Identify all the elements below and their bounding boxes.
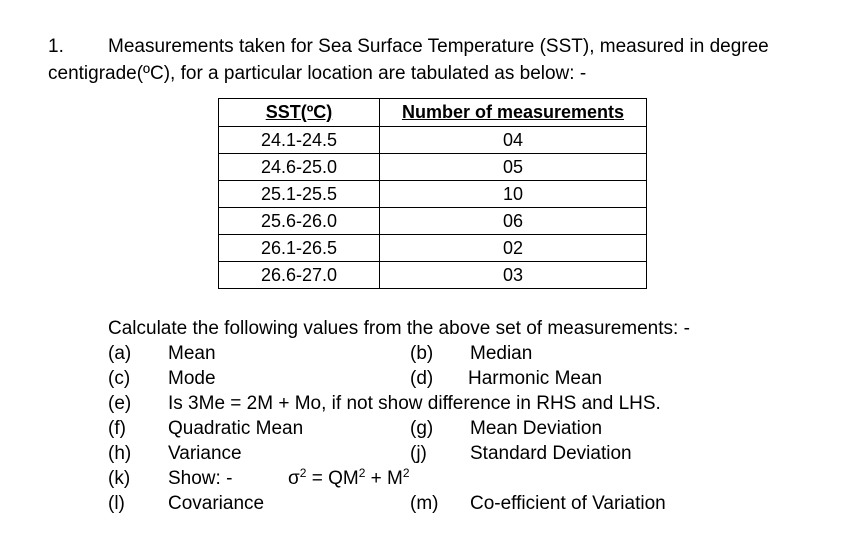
table-row (219, 262, 647, 289)
item-text-covariance: Covariance (168, 493, 265, 514)
measurement-count-cell: 05 (380, 154, 647, 181)
formula-superscript: 2 (402, 466, 410, 480)
instructions-text: Calculate the following values from the above set of measurements: - (108, 318, 690, 339)
formula-superscript: 2 (299, 466, 307, 480)
sst-range-cell: 25.6-26.0 (219, 208, 380, 235)
item-label-l: (l) (108, 493, 125, 514)
item-label-f: (f) (108, 418, 126, 439)
item-text-quadratic-mean: Quadratic Mean (168, 418, 304, 439)
item-label-b: (b) (410, 343, 434, 364)
item-text-mean-deviation: Mean Deviation (470, 418, 603, 439)
table-header-row (219, 99, 647, 127)
item-text-variance: Variance (168, 443, 242, 464)
item-label-m: (m) (410, 493, 439, 514)
header-number-of-measurements: Number of measurements (380, 99, 647, 127)
item-label-k: (k) (108, 468, 131, 489)
question-text-line1: Measurements taken for Sea Surface Temperature (SST), measured in degree (108, 36, 769, 57)
item-text-relation-check: Is 3Me = 2M + Mo, if not show difference in RHS and LHS. (168, 393, 661, 414)
question-text-line2: centigrade(ºC), for a particular location are tabulated as below: - (48, 63, 587, 84)
sst-table (218, 98, 647, 289)
item-text-mean: Mean (168, 343, 216, 364)
item-text-harmonic-mean: Harmonic Mean (468, 368, 603, 389)
variance-formula (288, 468, 410, 490)
item-text-show: Show: - (168, 468, 233, 489)
measurement-count-cell: 03 (380, 262, 647, 289)
item-label-d: (d) (410, 368, 434, 389)
sst-range-cell: 26.6-27.0 (219, 262, 380, 289)
sst-range-cell: 25.1-25.5 (219, 181, 380, 208)
sst-range-cell: 26.1-26.5 (219, 235, 380, 262)
item-text-median: Median (470, 343, 533, 364)
item-label-h: (h) (108, 443, 132, 464)
item-label-e: (e) (108, 393, 132, 414)
measurement-count-cell: 04 (380, 127, 647, 154)
item-text-standard-deviation: Standard Deviation (470, 443, 632, 464)
table-row (219, 154, 647, 181)
formula-sigma: σ (288, 468, 300, 489)
sst-range-cell: 24.1-24.5 (219, 127, 380, 154)
sst-range-cell: 24.6-25.0 (219, 154, 380, 181)
measurement-count-cell: 06 (380, 208, 647, 235)
table-row (219, 127, 647, 154)
table-row (219, 208, 647, 235)
item-label-j: (j) (410, 443, 427, 464)
item-text-coefficient-of-variation: Co-efficient of Variation (470, 493, 666, 514)
header-sst: SST(ºC) (219, 99, 380, 127)
table-row (219, 235, 647, 262)
question-number: 1. (48, 36, 64, 57)
item-text-mode: Mode (168, 368, 216, 389)
table-row (219, 181, 647, 208)
item-label-c: (c) (108, 368, 131, 389)
formula-qm: = QM (306, 468, 359, 489)
measurement-count-cell: 10 (380, 181, 647, 208)
measurement-count-cell: 02 (380, 235, 647, 262)
formula-superscript: 2 (358, 466, 366, 480)
formula-m: + M (365, 468, 403, 489)
item-label-g: (g) (410, 418, 434, 439)
item-label-a: (a) (108, 343, 132, 364)
